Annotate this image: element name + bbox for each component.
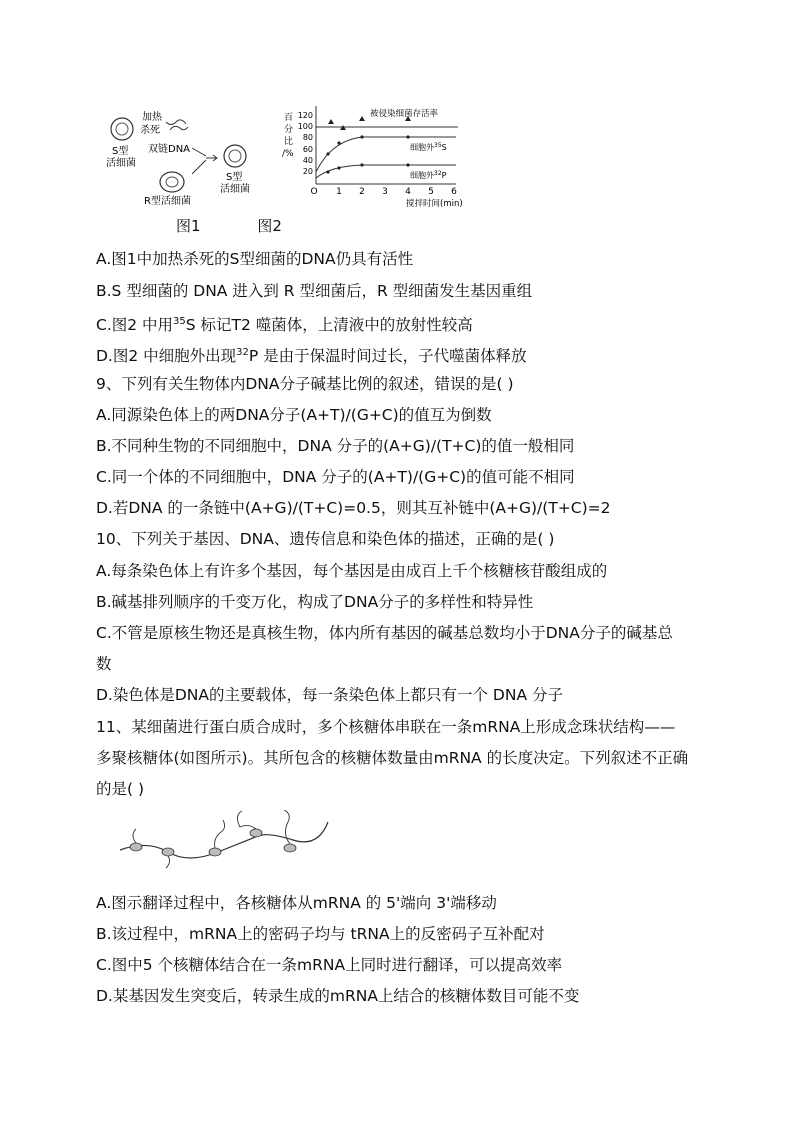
figure-2-caption: 图2: [257, 217, 282, 235]
q10-option-c-line1: C.不管是原核生物还是真核生物，体内所有基因的碱基总数均小于DNA分子的碱基总: [96, 624, 673, 642]
q9-option-b: B.不同种生物的不同细胞中，DNA 分子的(A+G)/(T+C)的值一般相同: [96, 437, 575, 455]
s-type-label-top: S型: [112, 146, 129, 157]
q8-option-a: A.图1中加热杀死的S型细菌的DNA仍具有活性: [96, 250, 414, 268]
x-tick-2: 2: [359, 187, 365, 197]
q11-stem-line2: 多聚核糖体(如图所示)。其所包含的核糖体数量由mRNA 的长度决定。下列叙述不正确: [96, 749, 689, 767]
legend-35s: 细胞外$^{35}$S: [410, 142, 447, 152]
point-35s-2: [337, 141, 340, 144]
y-tick-20: 20: [302, 167, 313, 176]
ribosome-5: [284, 844, 296, 852]
peptide-chain-1: [133, 829, 136, 843]
point-32p-3: [360, 163, 363, 166]
x-tick-1: 1: [336, 187, 342, 197]
dna-label: 双链DNA: [148, 144, 191, 155]
q11-option-c: C.图中5 个核糖体结合在一条mRNA上同时进行翻译，可以提高效率: [96, 956, 563, 974]
point-35s-3: [360, 135, 363, 138]
result-s-label-bottom: 活细菌: [220, 184, 250, 195]
result-s-label-top: S型: [226, 172, 243, 183]
ribosome-3: [209, 848, 221, 856]
x-tick-4: 4: [405, 187, 411, 197]
result-s-cell-icon: [224, 145, 246, 167]
q10-option-b: B.碱基排列顺序的千变万化，构成了DNA分子的多样性和特异性: [96, 593, 534, 611]
y-tick-40: 40: [302, 156, 313, 165]
survival-marker-1: [328, 119, 334, 124]
q10-option-a: A.每条染色体上有许多个基因，每个基因是由成百上千个核糖核苷酸组成的: [96, 562, 608, 580]
y-tick-120: 120: [297, 111, 313, 120]
q11-option-a: A.图示翻译过程中，各核糖体从mRNA 的 5'端向 3'端移动: [96, 894, 497, 912]
q11-option-b: B.该过程中，mRNA上的密码子均与 tRNA上的反密码子互补配对: [96, 925, 545, 943]
y-tick-60: 60: [302, 145, 313, 154]
y-axis-label-2: 分: [284, 125, 294, 135]
q10-option-c-line2: 数: [96, 655, 112, 673]
legend-survival: 被侵染细菌存活率: [370, 109, 439, 119]
q8-option-b: B.S 型细菌的 DNA 进入到 R 型细菌后，R 型细菌发生基因重组: [96, 282, 533, 300]
point-35s-4: [406, 135, 409, 138]
ribosome-4: [250, 829, 262, 837]
q8-option-c: C.图2 中用$^{35}$S 标记T2 噬菌体，上清液中的放射性较高: [96, 316, 473, 335]
heat-label: 加热: [142, 112, 162, 123]
q11-option-d: D.某基因发生突变后，转录生成的mRNA上结合的核糖体数目可能不变: [96, 987, 580, 1005]
figure-1-transformation-diagram: [100, 90, 290, 205]
kill-label: 杀死: [140, 125, 160, 136]
point-35s-1: [326, 152, 329, 155]
q9-option-d: D.若DNA 的一条链中(A+G)/(T+C)=0.5，则其互补链中(A+G)/(T+C)=2: [96, 499, 611, 517]
ribosome-2: [162, 848, 174, 856]
ribosome-1: [130, 843, 142, 851]
peptide-chain-4: [237, 811, 256, 829]
s-type-label-bottom: 活细菌: [106, 158, 136, 169]
x-tick-5: 5: [428, 187, 434, 197]
x-tick-6: 6: [451, 187, 457, 197]
figure-1-caption: 图1: [176, 217, 201, 235]
point-32p-2: [337, 166, 340, 169]
legend-32p: 细胞外$^{32}$P: [410, 170, 447, 180]
arrow-line-top: [192, 148, 206, 156]
x-tick-3: 3: [382, 187, 388, 197]
point-32p-1: [326, 170, 329, 173]
dna-fragment-icon: [166, 120, 188, 130]
q10-option-d: D.染色体是DNA的主要载体，每一条染色体上都只有一个 DNA 分子: [96, 686, 563, 704]
r-type-label: R型活细菌: [144, 196, 191, 205]
x-tick-0: O: [310, 187, 318, 197]
polyribosome-diagram: [118, 810, 338, 870]
q11-stem-line3: 的是( ): [96, 780, 145, 798]
survival-marker-3: [359, 116, 365, 121]
s-type-cell-icon: [111, 118, 133, 140]
q8-option-d: D.图2 中细胞外出现$^{32}$P 是由于保温时间过长，子代噬菌体释放: [96, 347, 527, 366]
q10-stem: 10、下列关于基因、DNA、遗传信息和染色体的描述，正确的是( ): [96, 530, 555, 548]
y-axis-label-4: /%: [282, 149, 294, 159]
q9-stem: 9、下列有关生物体内DNA分子碱基比例的叙述，错误的是( ): [96, 375, 514, 393]
y-axis-label-3: 比: [284, 137, 294, 147]
q9-option-c: C.同一个体的不同细胞中，DNA 分子的(A+T)/(G+C)的值可能不相同: [96, 468, 575, 486]
y-tick-80: 80: [302, 133, 313, 142]
q9-option-a: A.同源染色体上的两DNA分子(A+T)/(G+C)的值互为倒数: [96, 406, 492, 424]
peptide-chain-3: [215, 820, 225, 848]
r-type-cell-icon: [160, 172, 184, 192]
figure-2-chart: [278, 102, 478, 212]
x-axis-label: 搅拌时间(min): [406, 199, 463, 209]
figure-captions: [176, 215, 282, 236]
y-tick-100: 100: [297, 122, 313, 131]
peptide-chain-2: [166, 856, 170, 868]
q11-stem-line1: 11、某细菌进行蛋白质合成时，多个核糖体串联在一条mRNA上形成念珠状结构——: [96, 718, 676, 736]
point-32p-4: [406, 163, 409, 166]
y-axis-label-1: 百: [284, 113, 294, 123]
arrow-line-bottom: [192, 160, 206, 174]
